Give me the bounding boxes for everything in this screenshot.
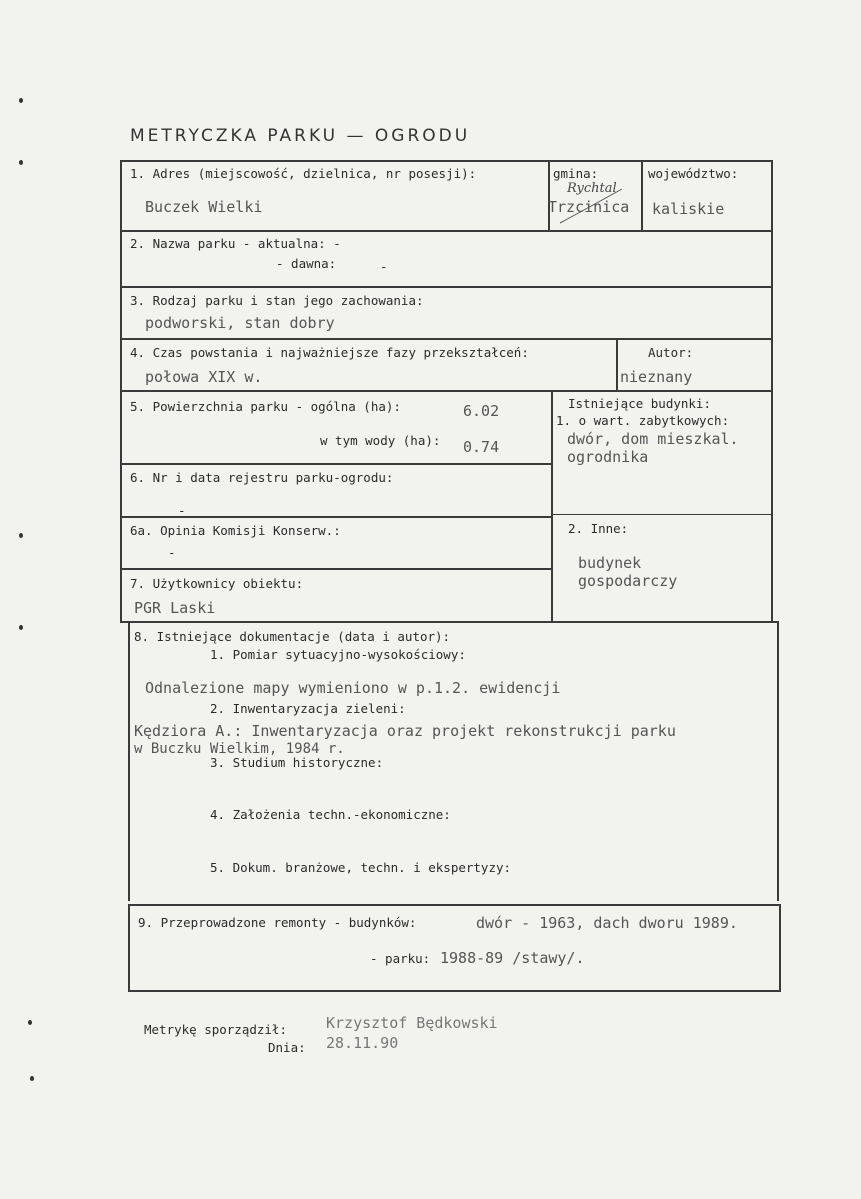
users-label: 7. Użytkownicy obiektu:: [130, 576, 304, 591]
gmina-label: gmina:: [553, 166, 599, 181]
buildings-other-label: 2. Inne:: [568, 521, 629, 536]
park-type-value: podworski, stan dobry: [145, 314, 335, 332]
park-type-label: 3. Rodzaj parku i stan jego zachowania:: [130, 293, 424, 308]
park-name-label: 2. Nazwa parku - aktualna: -: [130, 236, 341, 251]
buildings-other-value: budynek: [578, 554, 642, 572]
gmina-value: Trzcinica: [548, 198, 630, 216]
register-label: 6. Nr i data rejestru parku-ogrodu:: [130, 470, 394, 485]
prepared-by-label: Metrykę sporządził:: [144, 1022, 287, 1037]
water-area-label: w tym wody (ha):: [320, 433, 441, 448]
docs-survey-label: 1. Pomiar sytuacyjno-wysokościowy:: [210, 647, 466, 662]
docs-inventory-label: 2. Inwentaryzacja zieleni:: [210, 701, 406, 716]
date-value: 28.11.90: [326, 1034, 399, 1052]
users-value: PGR Laski: [134, 599, 216, 617]
buildings-other-value-2: gospodarczy: [578, 572, 678, 590]
buildings-label: Istniejące budynki:: [568, 396, 711, 411]
area-total-value: 6.02: [463, 402, 500, 420]
renovations-buildings-value: dwór - 1963, dach dworu 1989.: [476, 914, 738, 932]
origin-value: połowa XIX w.: [145, 368, 263, 386]
register-value: -: [178, 503, 186, 518]
author-value: nieznany: [620, 368, 693, 386]
docs-technical-label: 4. Założenia techn.-ekonomiczne:: [210, 807, 451, 822]
renovations-park-value: 1988-89 /stawy/.: [440, 949, 585, 967]
renovations-park-label: - parku:: [370, 951, 431, 966]
park-name-former-value: -: [380, 259, 388, 274]
docs-inventory-value: Kędziora A.: Inwentaryzacja oraz projekt rekonstrukcji parku: [134, 722, 676, 740]
renovations-label: 9. Przeprowadzone remonty - budynków:: [138, 915, 417, 930]
commission-value: -: [168, 545, 176, 560]
origin-label: 4. Czas powstania i najważniejsze fazy przekształceń:: [130, 345, 529, 360]
address-label: 1. Adres (miejscowość, dzielnica, nr posesji):: [130, 166, 477, 181]
buildings-historic-value-2: ogrodnika: [567, 448, 649, 466]
prepared-by-value: Krzysztof Będkowski: [326, 1014, 498, 1032]
date-label: Dnia:: [268, 1040, 306, 1055]
docs-inventory-value-2: w Buczku Wielkim, 1984 r.: [134, 741, 345, 757]
voivodeship-label: województwo:: [648, 166, 739, 181]
docs-survey-value: Odnalezione mapy wymieniono w p.1.2. ewidencji: [145, 679, 561, 697]
margin-dot: [19, 98, 23, 103]
buildings-historic-value: dwór, dom mieszkal.: [567, 430, 739, 448]
margin-dot: [30, 1076, 34, 1081]
margin-dot: [28, 1020, 32, 1025]
margin-dot: [19, 625, 23, 630]
docs-label: 8. Istniejące dokumentacje (data i autor):: [134, 629, 451, 644]
voivodeship-value: kaliskie: [652, 200, 725, 218]
strikethrough-mark: [556, 183, 626, 228]
docs-history-label: 3. Studium historyczne:: [210, 755, 384, 770]
margin-dot: [19, 533, 23, 538]
area-label: 5. Powierzchnia parku - ogólna (ha):: [130, 399, 401, 414]
park-name-former-label: - dawna:: [276, 256, 337, 271]
gmina-handwritten: Rychtal: [567, 181, 617, 196]
address-value: Buczek Wielki: [145, 198, 263, 216]
docs-expertise-label: 5. Dokum. branżowe, techn. i ekspertyzy:: [210, 860, 512, 875]
margin-dot: [19, 160, 23, 165]
author-label: Autor:: [648, 345, 694, 360]
page-title: METRYCZKA PARKU — OGRODU: [130, 126, 471, 146]
water-area-value: 0.74: [463, 438, 500, 456]
commission-label: 6a. Opinia Komisji Konserw.:: [130, 523, 341, 538]
buildings-historic-label: 1. o wart. zabytkowych:: [556, 413, 730, 428]
